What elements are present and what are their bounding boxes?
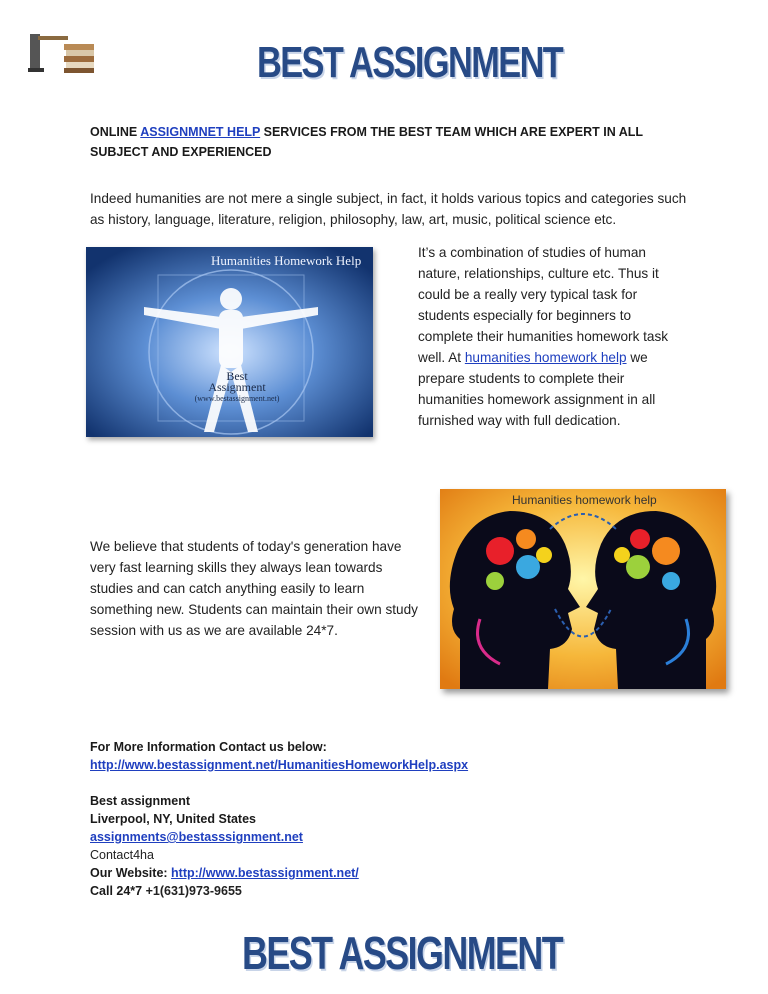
heading-suffix: SERVICES FROM THE BEST TEAM WHICH ARE EXPERT IN ALL SUBJECT AND EXPERIENCED [90, 125, 643, 159]
company-location: Liverpool, NY, United States [90, 812, 257, 826]
image1-caption: Humanities Homework Help [211, 253, 362, 268]
header-banner: BEST ASSIGNMENT [257, 38, 563, 87]
phone-row [90, 882, 610, 900]
books-logo-icon [24, 28, 100, 76]
humanities-homework-help-link[interactable]: humanities homework help [464, 350, 627, 365]
contact-id: Contact4ha [90, 848, 154, 862]
phone-number: +1(631)973-9655 [145, 884, 242, 898]
call-label: Call 24*7 [90, 884, 146, 898]
website-link[interactable]: http://www.bestassignment.net/ [171, 866, 359, 880]
page-heading [90, 122, 680, 162]
contact-title: For More Information Contact us below: [90, 740, 327, 754]
contact-email-link[interactable]: assignments@bestasssignment.net [90, 830, 303, 844]
intro-paragraph: Indeed humanities are not mere a single subject, in fact, it holds various topics and categories such as history, language, literature, religion, philosophy, law, art, music, political science etc. [90, 191, 687, 227]
right-paragraph [418, 242, 680, 431]
website-label: Our Website: [90, 866, 172, 880]
watermark-line1: Best [226, 369, 248, 383]
left-paragraph: We believe that students of today's generation have very fast learning skills they always lean towards studies and can catch anything easily to learn something new. Students can maintain their own study session with us as we are available 24*7. [90, 539, 418, 638]
company-name: Best assignment [90, 794, 191, 808]
right-text-after: we prepare students to complete their humanities homework assignment in all furnished way with full dedication. [418, 350, 656, 428]
humanities-figure-image [86, 247, 373, 437]
image1-watermark [182, 371, 292, 404]
footer-banner: BEST ASSIGNMENT [242, 927, 563, 979]
right-text-before: It’s a combination of studies of human nature, relationships, culture etc. Thus it could be a really very typical task for students especially for beginners to complete their humanities homework task well. At [418, 245, 669, 365]
website-row [90, 864, 610, 882]
watermark-line2: Assignment [208, 380, 266, 394]
humanities-page-link[interactable]: http://www.bestassignment.net/HumanitiesHomeworkHelp.aspx [90, 758, 469, 772]
contact-section [90, 738, 610, 900]
heading-prefix: ONLINE [90, 125, 141, 139]
image2-caption: Humanities homework help [512, 493, 657, 507]
watermark-line3: (www.bestassignment.net) [194, 394, 280, 403]
heads-gears-image [440, 489, 726, 689]
assignment-help-link[interactable]: ASSIGNMNET HELP [140, 125, 261, 139]
